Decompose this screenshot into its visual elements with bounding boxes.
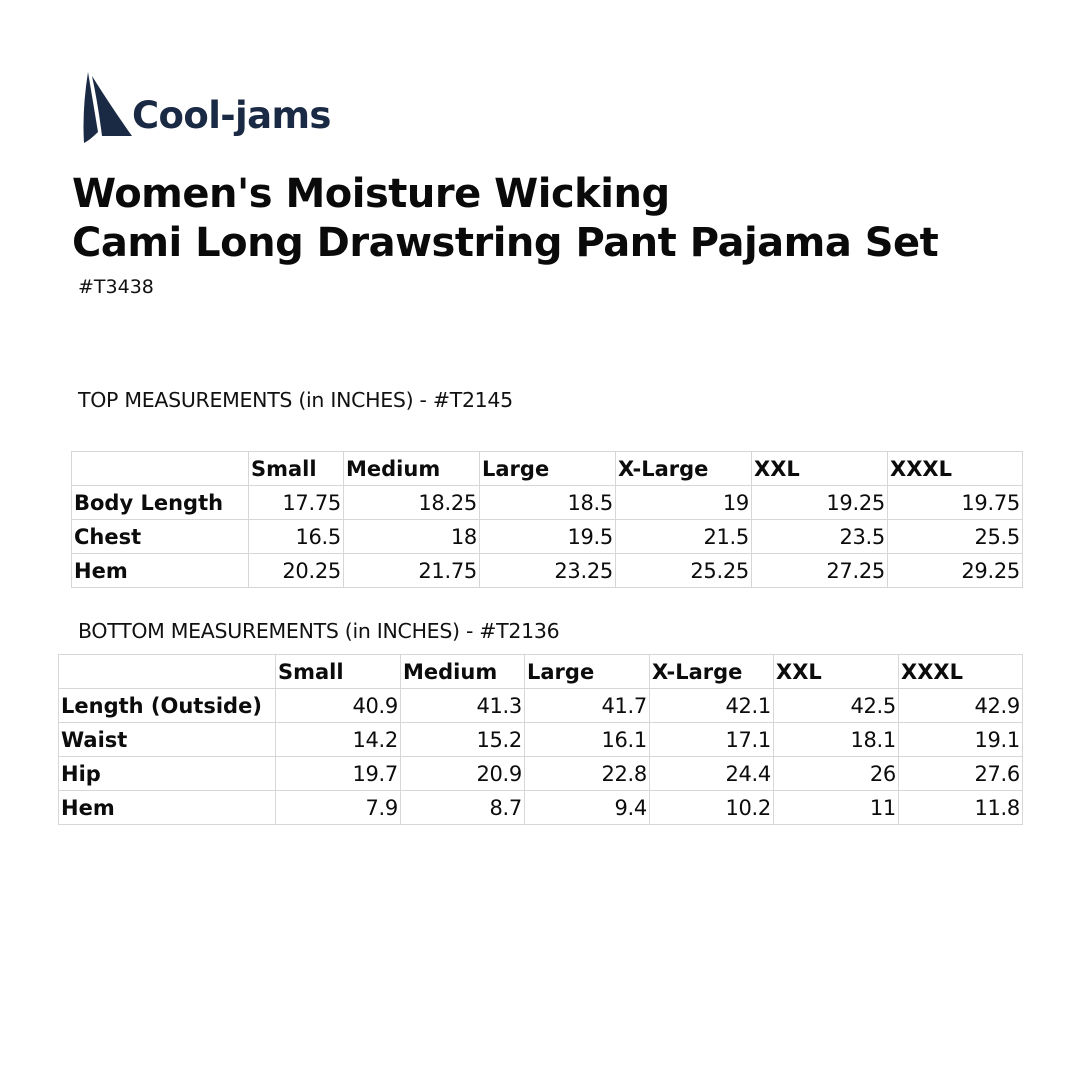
row-label: Length (Outside) (59, 689, 276, 723)
measurement-cell: 20.25 (249, 554, 344, 588)
table-row (59, 689, 1023, 723)
measurement-cell: 19.7 (276, 757, 401, 791)
measurement-cell: 7.9 (276, 791, 401, 825)
size-header: Large (480, 452, 616, 486)
brand-logo (80, 68, 331, 144)
size-header: X-Large (650, 655, 774, 689)
measurement-cell: 18.25 (344, 486, 480, 520)
table-header-row (72, 452, 1023, 486)
measurement-cell: 41.3 (401, 689, 525, 723)
size-header: XXXL (899, 655, 1023, 689)
row-label: Hip (59, 757, 276, 791)
measurement-cell: 16.1 (525, 723, 650, 757)
measurement-cell: 15.2 (401, 723, 525, 757)
measurement-cell: 22.8 (525, 757, 650, 791)
size-header: Small (276, 655, 401, 689)
size-header: XXXL (888, 452, 1023, 486)
table-row (72, 486, 1023, 520)
top-measurements-heading: TOP MEASUREMENTS (in INCHES) - #T2145 (78, 388, 513, 412)
top-measurements-table (71, 451, 1023, 588)
product-sku: #T3438 (78, 276, 154, 298)
brand-name: Cool-jams (132, 94, 331, 137)
measurement-cell: 16.5 (249, 520, 344, 554)
table-row (59, 723, 1023, 757)
measurement-cell: 21.5 (616, 520, 752, 554)
measurement-cell: 19.75 (888, 486, 1023, 520)
product-title-line1: Women's Moisture Wicking (72, 171, 670, 217)
row-label: Hem (72, 554, 249, 588)
measurement-cell: 18.5 (480, 486, 616, 520)
measurement-cell: 21.75 (344, 554, 480, 588)
measurement-cell: 41.7 (525, 689, 650, 723)
measurement-cell: 17.1 (650, 723, 774, 757)
measurement-cell: 18 (344, 520, 480, 554)
measurement-cell: 18.1 (774, 723, 899, 757)
measurement-cell: 19.5 (480, 520, 616, 554)
table-header-row (59, 655, 1023, 689)
size-header: Large (525, 655, 650, 689)
table-row (72, 520, 1023, 554)
table-row (59, 757, 1023, 791)
measurement-cell: 25.5 (888, 520, 1023, 554)
bottom-measurements-heading: BOTTOM MEASUREMENTS (in INCHES) - #T2136 (78, 619, 560, 643)
measurement-cell: 42.5 (774, 689, 899, 723)
row-label: Chest (72, 520, 249, 554)
size-header: Small (249, 452, 344, 486)
measurement-cell: 27.6 (899, 757, 1023, 791)
measurement-cell: 40.9 (276, 689, 401, 723)
size-header: Medium (344, 452, 480, 486)
table-row (59, 791, 1023, 825)
bottom-measurements-table (58, 654, 1023, 825)
measurement-cell: 23.25 (480, 554, 616, 588)
measurement-cell: 9.4 (525, 791, 650, 825)
header-corner-cell (72, 452, 249, 486)
measurement-cell: 19.1 (899, 723, 1023, 757)
measurement-cell: 11.8 (899, 791, 1023, 825)
size-header: XXL (774, 655, 899, 689)
product-title-line2: Cami Long Drawstring Pant Pajama Set (72, 220, 939, 266)
measurement-cell: 17.75 (249, 486, 344, 520)
measurement-cell: 29.25 (888, 554, 1023, 588)
measurement-cell: 24.4 (650, 757, 774, 791)
measurement-cell: 19.25 (752, 486, 888, 520)
row-label: Waist (59, 723, 276, 757)
measurement-cell: 10.2 (650, 791, 774, 825)
size-header: X-Large (616, 452, 752, 486)
measurement-cell: 20.9 (401, 757, 525, 791)
header-corner-cell (59, 655, 276, 689)
table-row (72, 554, 1023, 588)
size-header: Medium (401, 655, 525, 689)
measurement-cell: 25.25 (616, 554, 752, 588)
product-title (72, 170, 938, 268)
measurement-cell: 27.25 (752, 554, 888, 588)
measurement-cell: 8.7 (401, 791, 525, 825)
size-header: XXL (752, 452, 888, 486)
row-label: Body Length (72, 486, 249, 520)
measurement-cell: 19 (616, 486, 752, 520)
measurement-cell: 26 (774, 757, 899, 791)
measurement-cell: 42.9 (899, 689, 1023, 723)
row-label: Hem (59, 791, 276, 825)
sailboat-icon (80, 70, 134, 144)
measurement-cell: 23.5 (752, 520, 888, 554)
measurement-cell: 42.1 (650, 689, 774, 723)
measurement-cell: 11 (774, 791, 899, 825)
measurement-cell: 14.2 (276, 723, 401, 757)
